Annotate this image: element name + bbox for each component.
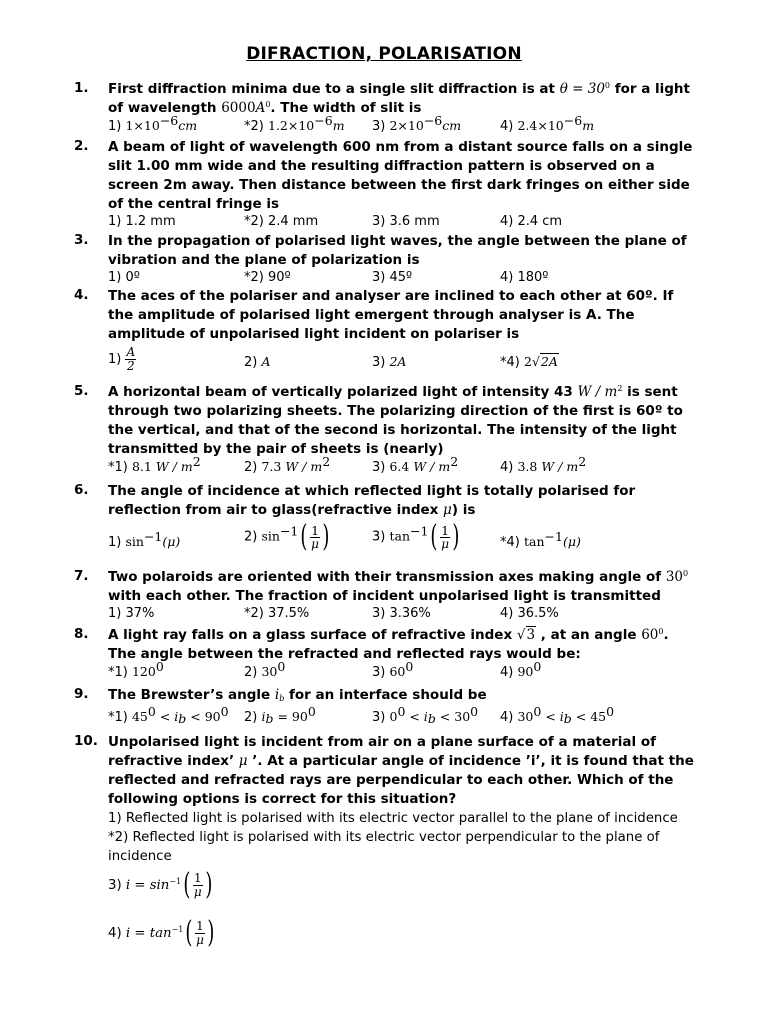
option-1: *1) $45^0 < i_b < 90^0$	[108, 704, 229, 726]
question-number: 1.	[74, 80, 89, 96]
option-2: *2) 2.4 mm	[244, 214, 319, 229]
question-number: 7.	[74, 568, 89, 584]
options-row	[108, 606, 696, 624]
option-1: 1) $1\times 10^{-6}cm$	[108, 113, 198, 134]
question-text: A horizontal beam of vertically polarized light of intensity 43 W / $m^2$ is sent through two polarizing sheets. The polarizing direction of the first is 60º to the vertical, and that of the second is horizontal. The intensity of the light transmitted by the pair of sheets is (nearly)	[108, 384, 683, 457]
question-text: A beam of light of wavelength 600 nm from a distant source falls on a single slit 1.00 mm wide and the resulting diffraction pattern is observed on a screen 2m away. Then distance between the first dark fringes on either side of the central fringe is	[108, 139, 693, 212]
option-3: 3) 3.36%	[372, 606, 431, 621]
option-2: *2) 90º	[244, 270, 291, 285]
options-row	[108, 519, 696, 566]
question-7	[74, 568, 696, 624]
option-3: 3) $\tan^{-1}$( $\frac{1}{\mu}$ )	[372, 519, 460, 554]
option-3: 3) 3.6 mm	[372, 214, 440, 229]
option-1: 1) $\sin^{-1}(\mu)$	[108, 529, 181, 550]
option-1: 1) 1.2 mm	[108, 214, 176, 229]
option-1: 1) $\frac{A}{2}$	[108, 345, 136, 373]
question-number: 2.	[74, 138, 89, 154]
question-text: A light ray falls on a glass surface of refractive index √3 , at an angle $60^0$. The angle between the refracted and reflected rays would be:	[108, 627, 669, 662]
question-text: Two polaroids are oriented with their transmission axes making angle of $30^0$ with each other. The fraction of incident unpolarised light is transmitted	[108, 569, 689, 604]
options-row	[108, 454, 696, 477]
option-2: 2) 7.3 W / $m^2$	[244, 454, 331, 475]
option-3: 3) 45º	[372, 270, 413, 285]
option-3: 3) 2A	[372, 354, 407, 370]
question-10	[74, 733, 696, 964]
question-3	[74, 232, 696, 288]
option-2: 2) $i_b = 90^0$	[244, 704, 316, 726]
option-1: 1) 0º	[108, 270, 140, 285]
option-4: 4) $90^0$	[500, 659, 542, 680]
option-3: 3) $0^0 < i_b < 30^0$	[372, 704, 479, 726]
question-number: 5.	[74, 383, 89, 399]
option-1: *1) 8.1 W / $m^2$	[108, 454, 201, 475]
question-text: First diffraction minima due to a single slit diffraction is at $\theta = 30^0$ for a light of wavelength $6000A^0$. The width of slit is	[108, 81, 690, 116]
option-1: 1) Reflected light is polarised with its electric vector parallel to the plane of incidence	[108, 811, 678, 826]
question-text: The Brewster’s angle $i_b$ for an interface should be	[108, 687, 487, 703]
option-2: 2) $\sin^{-1}$( $\frac{1}{\mu}$ )	[244, 519, 330, 554]
question-9	[74, 686, 696, 727]
option-4: *4) 2√2A	[500, 354, 558, 370]
options-row	[108, 113, 696, 136]
option-2: *2) Reflected light is polarised with its electric vector perpendicular to the plane of incidence	[108, 830, 660, 864]
option-1: 1) 37%	[108, 606, 155, 621]
option-2: *2) $1.2\times 10^{-6}m$	[244, 113, 345, 134]
option-4: *4) $\tan^{-1}(\mu)$	[500, 529, 581, 550]
option-4: 4) 36.5%	[500, 606, 559, 621]
option-1: *1) $120^0$	[108, 659, 164, 680]
options-row	[108, 214, 696, 232]
option-4: 4) 2.4 cm	[500, 214, 563, 229]
option-4: 4) $30^0 < i_b < 45^0$	[500, 704, 615, 726]
options-row	[108, 704, 696, 727]
question-number: 9.	[74, 686, 89, 702]
option-2: 2) $30^0$	[244, 659, 286, 680]
question-number: 3.	[74, 232, 89, 248]
options-row	[108, 270, 696, 288]
option-4: 4) $i = \tan^{-1}$( $\frac{1}{\mu}$ )	[108, 915, 215, 950]
question-2	[74, 138, 696, 232]
question-text: The aces of the polariser and analyser are inclined to each other at 60º. If the amplitude of polarised light emergent through analyser is A. The amplitude of unpolarised light incident on polariser is	[108, 288, 674, 342]
question-text: The angle of incidence at which reflected light is totally polarised for reflection from air to glass(refractive index μ) is	[108, 483, 636, 518]
question-number: 8.	[74, 626, 89, 642]
option-3: 3) 6.4 W / $m^2$	[372, 454, 459, 475]
option-2: *2) 37.5%	[244, 606, 310, 621]
question-number: 4.	[74, 287, 89, 303]
question-5	[74, 383, 696, 477]
question-1	[74, 80, 696, 136]
option-2: 2) A	[244, 354, 271, 370]
option-4: 4) $2.4\times 10^{-6}m$	[500, 113, 595, 134]
option-4: 4) 180º	[500, 270, 549, 285]
option-3: 3) $60^0$	[372, 659, 414, 680]
question-6	[74, 482, 696, 566]
question-text: In the propagation of polarised light waves, the angle between the plane of vibration and the plane of polarization is	[108, 233, 687, 268]
option-3: 3) $i = \sin^{-1}$( $\frac{1}{\mu}$ )	[108, 867, 213, 902]
question-text: Unpolarised light is incident from air on a plane surface of a material of refractive index’ μ ’. At a particular angle of incidence ’i’, it is found that the reflected and refracted rays are perpendicular to each other. Which of the following options is correct for this situation?	[108, 734, 694, 807]
question-number: 6.	[74, 482, 89, 498]
question-number: 10.	[74, 733, 98, 749]
option-3: 3) $2\times 10^{-6}cm$	[372, 113, 462, 134]
page-title: DIFRACTION, POLARISATION	[246, 44, 522, 64]
fraction: $\frac{A}{2}$	[126, 345, 136, 373]
option-4: 4) 3.8 W / $m^2$	[500, 454, 587, 475]
options-row	[108, 346, 696, 380]
options-row	[108, 659, 696, 682]
question-4	[74, 287, 696, 380]
question-8	[74, 626, 696, 682]
